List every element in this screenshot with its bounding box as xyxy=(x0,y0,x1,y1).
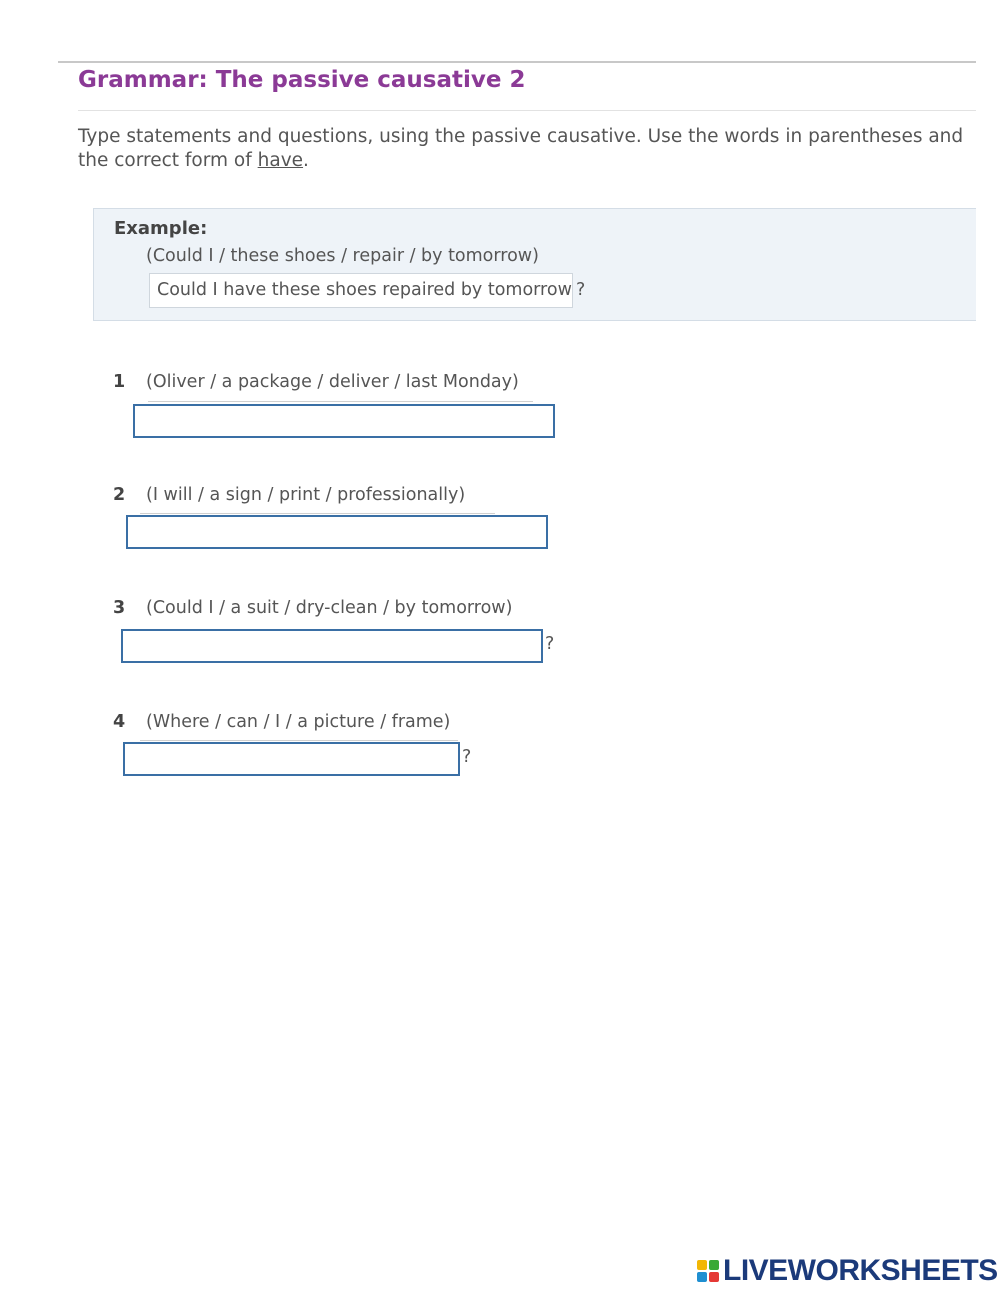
question-4-question-mark: ? xyxy=(462,747,472,767)
question-1-answer-input[interactable] xyxy=(133,404,555,438)
question-2-answer-input[interactable] xyxy=(126,515,548,549)
example-question-mark: ? xyxy=(576,280,586,300)
instructions xyxy=(78,125,973,173)
logo-text: LIVEWORKSHEETS xyxy=(723,1254,998,1287)
question-1-underline xyxy=(148,401,533,402)
question-1-prompt: (Oliver / a package / deliver / last Monday) xyxy=(146,372,519,392)
logo-square xyxy=(697,1272,707,1282)
example-box xyxy=(93,208,976,321)
example-prompt: (Could I / these shoes / repair / by tomorrow) xyxy=(146,246,539,266)
question-3-prompt: (Could I / a suit / dry-clean / by tomorrow) xyxy=(146,598,513,618)
logo-square xyxy=(697,1260,707,1270)
question-3-number: 3 xyxy=(113,598,126,618)
question-2-underline xyxy=(140,513,495,514)
question-3-answer-input[interactable] xyxy=(121,629,543,663)
question-3-question-mark: ? xyxy=(545,634,555,654)
logo-square xyxy=(709,1272,719,1282)
question-1-number: 1 xyxy=(113,372,126,392)
instructions-end: . xyxy=(303,150,309,171)
instructions-keyword: have xyxy=(257,150,304,171)
question-4-underline xyxy=(140,740,458,741)
liveworksheets-logo[interactable] xyxy=(697,1254,998,1288)
page-title: Grammar: The passive causative 2 xyxy=(78,67,526,93)
example-answer: Could I have these shoes repaired by tomorrow xyxy=(149,273,573,308)
logo-square xyxy=(709,1260,719,1270)
question-4-answer-input[interactable] xyxy=(123,742,460,776)
example-label: Example: xyxy=(114,218,208,239)
liveworksheets-logo-icon xyxy=(697,1260,719,1282)
question-2-number: 2 xyxy=(113,485,126,505)
title-divider xyxy=(78,110,976,111)
question-4-number: 4 xyxy=(113,712,126,732)
question-2-prompt: (I will / a sign / print / professionally) xyxy=(146,485,466,505)
instructions-text: Type statements and questions, using the passive causative. Use the words in parentheses and the correct form of xyxy=(78,126,964,171)
question-4-prompt: (Where / can / I / a picture / frame) xyxy=(146,712,451,732)
top-divider xyxy=(58,61,976,63)
